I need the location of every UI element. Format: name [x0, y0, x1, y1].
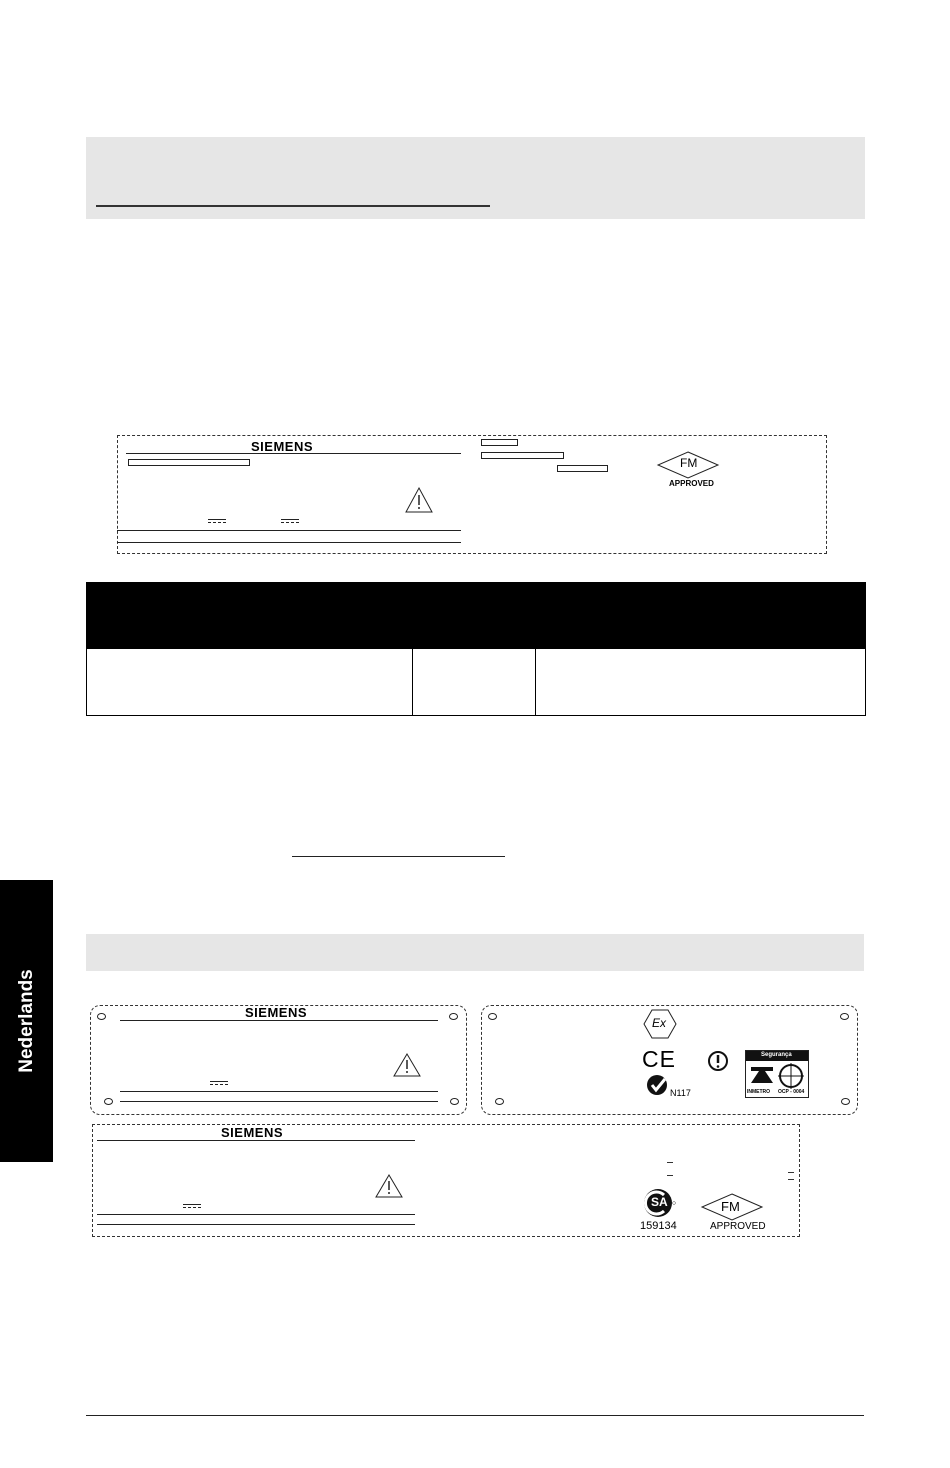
plate-field — [557, 465, 608, 472]
plate-rule — [117, 530, 461, 531]
warning-triangle-icon — [404, 486, 434, 514]
inmetro-mark-icon — [745, 1050, 809, 1098]
warning-triangle-icon — [374, 1173, 404, 1199]
plate-rule — [126, 453, 461, 454]
table-header — [86, 582, 866, 649]
mount-hole-icon — [495, 1098, 504, 1105]
plate-rule — [97, 1224, 415, 1225]
language-tab-label: Nederlands — [15, 969, 37, 1073]
dc-symbol-icon — [183, 1204, 201, 1210]
inmetro-top-text: Segurança — [761, 1052, 792, 1058]
siemens-logo: SIEMENS — [245, 1005, 308, 1020]
notified-body-alert-icon — [707, 1050, 729, 1072]
plate-field — [128, 459, 250, 466]
c-tick-code: N117 — [670, 1088, 691, 1098]
plate-field — [481, 439, 518, 446]
siemens-logo: SIEMENS — [221, 1125, 284, 1140]
fm-mark: FM — [721, 1199, 740, 1214]
table-cell — [535, 648, 866, 716]
mount-hole-icon — [450, 1098, 459, 1105]
text-underline — [292, 856, 505, 857]
table-cell — [86, 648, 413, 716]
mount-hole-icon — [449, 1013, 458, 1020]
plate-rule — [120, 1020, 438, 1021]
plate-field — [481, 452, 564, 459]
c-tick-icon — [646, 1074, 670, 1096]
footer-rule — [86, 1415, 864, 1416]
small-tick-mark — [667, 1162, 673, 1176]
plate-rule — [120, 1101, 438, 1102]
ocp-code: OCP - 0004 — [778, 1089, 805, 1095]
mount-hole-icon — [97, 1013, 106, 1020]
csa-mark-letters: SA — [651, 1195, 668, 1209]
ce-mark-icon: CE — [642, 1046, 676, 1072]
inmetro-bottom-text: INMETRO — [747, 1089, 771, 1095]
dc-symbol-icon — [210, 1081, 228, 1087]
section-header-underline — [96, 205, 490, 207]
warning-triangle-icon — [392, 1052, 422, 1078]
fm-mark: FM — [680, 456, 698, 470]
plate-rule — [97, 1140, 415, 1141]
csa-cert-number: 159134 — [640, 1220, 677, 1232]
plate-rule — [117, 542, 461, 543]
table-cell — [412, 648, 536, 716]
mount-hole-icon — [104, 1098, 113, 1105]
small-tick-mark — [788, 1172, 794, 1180]
dc-symbol-icon — [208, 519, 226, 525]
plate-rule — [120, 1091, 438, 1092]
mount-hole-icon — [840, 1013, 849, 1020]
fm-approved-text: APPROVED — [669, 479, 714, 488]
ex-mark: Ex — [652, 1016, 667, 1030]
section-header-band — [86, 934, 864, 971]
dc-symbol-icon — [281, 519, 299, 525]
mount-hole-icon — [488, 1013, 497, 1020]
plate-rule — [97, 1214, 415, 1215]
language-tab — [0, 880, 53, 1162]
siemens-logo: SIEMENS — [251, 439, 314, 454]
fm-approved-text: APPROVED — [710, 1221, 766, 1232]
mount-hole-icon — [841, 1098, 850, 1105]
